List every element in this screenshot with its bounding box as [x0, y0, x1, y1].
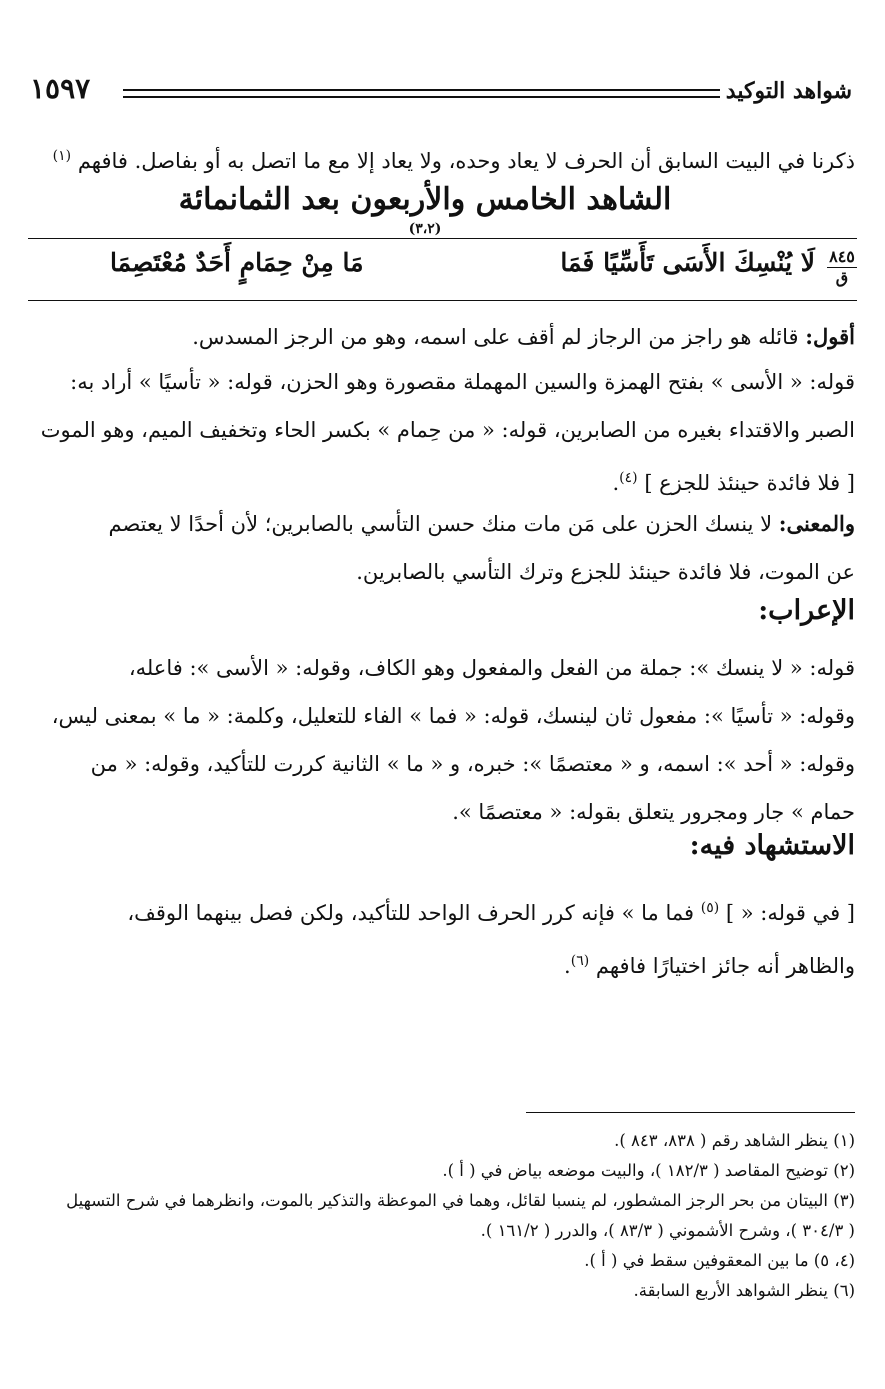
qawluh-line: [ فلا فائدة حينئذ للجزع ]	[644, 471, 855, 495]
irab-line: وقوله: « تأسيًا »: مفعول ثان لينسك، قوله: « فما » الفاء للتعليل، وكلمة: « ما » بمعنى ليس،	[51, 704, 855, 728]
footnote-rule	[526, 1112, 855, 1113]
istishhad-line: [ في قوله: « ]	[725, 901, 855, 925]
intro-paragraph	[30, 132, 855, 185]
footnote-ref: (١)	[52, 148, 72, 164]
footnote-item: (٤، ٥) ما بين المعقوفين سقط في ( أ ).	[584, 1251, 855, 1270]
aqul-paragraph	[30, 313, 855, 361]
qawluh-paragraph: قوله: « الأسى » بفتح الهمزة والسين المهملة مقصورة وهو الحزن، قوله: « تأسيًا » أراد به: الصبر والاقتداء بغيره من الصابرين، قوله: « من حِمام » بكسر الحاء وتخفيف الميم، وهو الموت [ فلا فائدة حينئذ للجزع ] $^{(٤)}$.	[30, 358, 855, 507]
maana-label: والمعنى:	[778, 511, 855, 536]
verse-bottom-rule	[28, 300, 857, 301]
irab-line: وقوله: « أحد »: اسمه، و « معتصمًا »: خبره، و « ما » الثانية كررت للتأكيد، وقوله: « من	[90, 752, 855, 776]
verse-top-rule	[28, 238, 857, 239]
running-header-title: شواهد التوكيد	[725, 78, 852, 104]
irab-heading: الإعراب:	[758, 595, 855, 626]
maana-paragraph	[30, 500, 855, 596]
footnote-item: (٦) ينظر الشواهد الأربع السابقة.	[633, 1281, 855, 1300]
maana-line: لا ينسك الحزن على مَن مات منك حسن التأسي بالصابرين؛ لأن أحدًا لا يعتصم	[108, 512, 773, 536]
footnote-item: (٢) توضيح المقاصد ( ١٨٢/٣ )، والبيت موضعه بياض في ( أ ).	[442, 1161, 855, 1180]
istishhad-heading: الاستشهاد فيه:	[689, 830, 855, 861]
footnote-item: (٣) البيتان من بحر الرجز المشطور، لم ينسبا لقائل، وهما في الموعظة والتذكير بالموت، وانظرهما في شرح التسهيل	[66, 1191, 855, 1210]
verse-number-value: ٨٤٥	[829, 247, 855, 266]
istishhad-line: والظاهر أنه جائز اختيارًا فافهم	[595, 954, 855, 978]
verse-hemistich-2: مَا مِنْ حِمَامٍ أَحَدٌ مُعْتَصِمَا	[110, 248, 364, 277]
footnotes	[30, 1126, 855, 1306]
istishhad-line: فما ما » فإنه كرر الحرف الواحد للتأكيد، ولكن فصل بينهما الوقف،	[127, 901, 695, 925]
section-title-text: الشاهد الخامس والأربعون بعد الثمانمائة	[178, 182, 672, 217]
maana-line: عن الموت، فلا فائدة حينئذ للجزع وترك التأسي بالصابرين.	[356, 560, 855, 584]
header-rule	[123, 89, 720, 98]
verse-hemistich-1: لَا يُنْسِكَ الأَسَى تَأَسِّيًا فَمَا	[560, 248, 815, 277]
footnote-item: (١) ينظر الشاهد رقم ( ٨٣٨، ٨٤٣ ).	[614, 1131, 855, 1150]
verse-number	[827, 248, 857, 287]
footnote-ref: (٦)	[570, 953, 590, 969]
verse-tag: ق	[835, 268, 849, 287]
intro-text: ذكرنا في البيت السابق أن الحرف لا يعاد وحده، ولا يعاد إلا مع ما اتصل به أو بفاصل. فافهم	[77, 149, 855, 173]
qawluh-line: الصبر والاقتداء بغيره من الصابرين، قوله: « من حِمام » بكسر الحاء وتخفيف الميم، وهو الموت	[40, 418, 855, 442]
section-title	[160, 182, 690, 252]
irab-line: قوله: « لا ينسك »: جملة من الفعل والمفعول وهو الكاف، وقوله: « الأسى »: فاعله،	[128, 656, 855, 680]
footnote-ref: (٤)	[619, 470, 638, 486]
irab-paragraph	[30, 644, 855, 836]
aqul-text: قائله هو راجز من الرجاز لم أقف على اسمه، وهو من الرجز المسدس.	[192, 325, 799, 349]
footnote-item: ( ٣٠٤/٣ )، وشرح الأشموني ( ٨٣/٣ )، والدرر ( ١٦١/٢ ).	[480, 1221, 855, 1240]
page-number: ١٥٩٧	[30, 72, 91, 105]
qawluh-line: قوله: « الأسى » بفتح الهمزة والسين المهملة مقصورة وهو الحزن، قوله: « تأسيًا » أراد به:	[70, 370, 855, 394]
irab-line: حمام » جار ومجرور يتعلق بقوله: « معتصمًا ».	[452, 800, 855, 824]
footnote-ref: (٥)	[700, 900, 720, 916]
istishhad-paragraph: [ في قوله: « ] $^{(٥)}$ فما ما » فإنه كرر الحرف الواحد للتأكيد، ولكن فصل بينهما الوقف، والظاهر أنه جائز اختيارًا فافهم $^{(٦)}$.	[127, 900, 855, 978]
footnote-ref: (٣،٢)	[408, 221, 442, 237]
aqul-label: أقول:	[805, 324, 855, 349]
